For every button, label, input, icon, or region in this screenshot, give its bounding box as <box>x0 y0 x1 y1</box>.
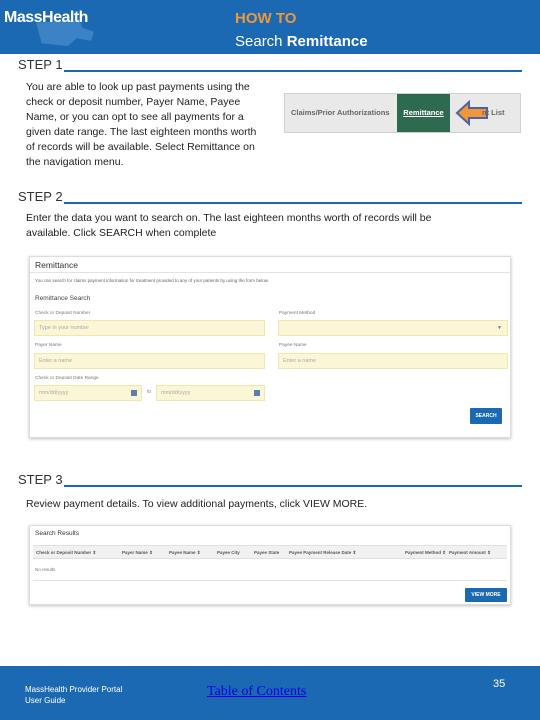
results-table-header <box>33 545 507 559</box>
payer-name-input[interactable] <box>34 353 265 369</box>
step1-label: STEP 1 <box>18 57 63 72</box>
header-banner <box>0 0 540 54</box>
no-results-text: No results <box>35 567 56 572</box>
view-more-button[interactable]: VIEW MORE <box>465 588 507 602</box>
check-number-placeholder: Type in your number <box>39 325 90 331</box>
payer-name-placeholder: Enter a name <box>39 358 73 364</box>
column-header[interactable]: Payer Name ⇕ <box>122 550 153 555</box>
column-header: Payee State <box>254 550 280 555</box>
date-range-to: to <box>147 389 152 395</box>
page-number: 35 <box>493 678 506 690</box>
page-title <box>235 33 368 50</box>
nav-claims-prior-auth[interactable]: Claims/Prior Authorizations <box>291 108 390 117</box>
step2-text <box>26 211 506 241</box>
results-title: Search Results <box>35 530 80 537</box>
step1-line: check or deposit number, Payer Name, Payee <box>26 96 241 108</box>
date-from-placeholder: mm/dd/yyyy <box>39 390 69 396</box>
payment-method-label: Payment Method <box>279 311 316 316</box>
navigation-menu-screenshot <box>284 93 521 133</box>
masshealth-logo: MassHealth <box>4 9 88 26</box>
step1-line: given date range. The last eighteen months worth <box>26 126 257 138</box>
payee-name-label: Payee Name <box>279 343 307 348</box>
step3-label: STEP 3 <box>18 472 63 487</box>
footer-line: User Guide <box>25 696 66 705</box>
column-header[interactable]: Check or Deposit Number ⇕ <box>36 550 97 555</box>
footer-line: MassHealth Provider Portal <box>25 685 123 694</box>
check-number-input[interactable] <box>34 320 265 336</box>
step2-label: STEP 2 <box>18 189 63 204</box>
step3-line: Review payment details. To view additional payments, click VIEW MORE. <box>26 498 368 510</box>
payee-name-placeholder: Enter a name <box>283 358 317 364</box>
step1-divider <box>64 70 522 72</box>
howto-heading: HOW TO <box>235 10 297 27</box>
footer-banner <box>0 666 540 720</box>
column-header[interactable]: Payment Amount ⇕ <box>449 550 491 555</box>
step1-line: of records will be available. Select Remittance on <box>26 141 255 153</box>
column-header[interactable]: Payee Payment Release Date ⇕ <box>289 550 357 555</box>
step1-line: the navigation menu. <box>26 156 124 168</box>
step2-line: Enter the data you want to search on. The last eighteen months worth of records will be <box>26 212 432 224</box>
date-range-label: Check or Deposit Date Range <box>35 376 99 381</box>
date-to-input[interactable] <box>156 385 265 401</box>
check-number-label: Check or Deposit Number <box>35 311 91 316</box>
payee-name-input[interactable] <box>278 353 508 369</box>
remittance-search-form-screenshot <box>29 256 511 438</box>
footer-guide-name <box>25 684 122 706</box>
results-divider <box>33 580 507 581</box>
column-header[interactable]: Payment Method ⇕ <box>405 550 447 555</box>
page-title-prefix: Search <box>235 33 287 50</box>
table-of-contents-link[interactable]: Table of Contents <box>207 684 307 699</box>
step1-text <box>26 80 276 170</box>
date-from-input[interactable] <box>34 385 142 401</box>
calendar-icon[interactable] <box>254 390 260 396</box>
nav-remittance[interactable]: Remittance <box>397 94 450 132</box>
column-header: Payee City <box>217 550 240 555</box>
nav-payment-list-partial[interactable]: nt List <box>482 108 505 117</box>
calendar-icon[interactable] <box>131 390 137 396</box>
step3-text <box>26 497 506 512</box>
step1-line: You are able to look up past payments using the <box>26 81 250 93</box>
form-description: You can search for claims payment information for treatment provided to any of your patients by using the form below. <box>35 278 269 283</box>
step3-divider <box>64 485 522 487</box>
payer-name-label: Payer Name <box>35 343 62 348</box>
search-results-screenshot <box>29 525 511 605</box>
form-subtitle: Remittance Search <box>35 295 91 302</box>
page-title-bold: Remittance <box>286 33 368 50</box>
step2-line: available. Click SEARCH when complete <box>26 227 217 239</box>
column-header[interactable]: Payee Name ⇕ <box>169 550 201 555</box>
chevron-down-icon: ▼ <box>497 325 502 331</box>
form-divider <box>30 272 510 273</box>
payment-method-select[interactable] <box>278 320 508 336</box>
step2-divider <box>64 202 522 204</box>
search-button[interactable]: SEARCH <box>470 408 502 424</box>
step1-line: Name, or you can opt to see all payments for a <box>26 111 244 123</box>
date-to-placeholder: mm/dd/yyyy <box>161 390 191 396</box>
form-title: Remittance <box>35 260 78 270</box>
